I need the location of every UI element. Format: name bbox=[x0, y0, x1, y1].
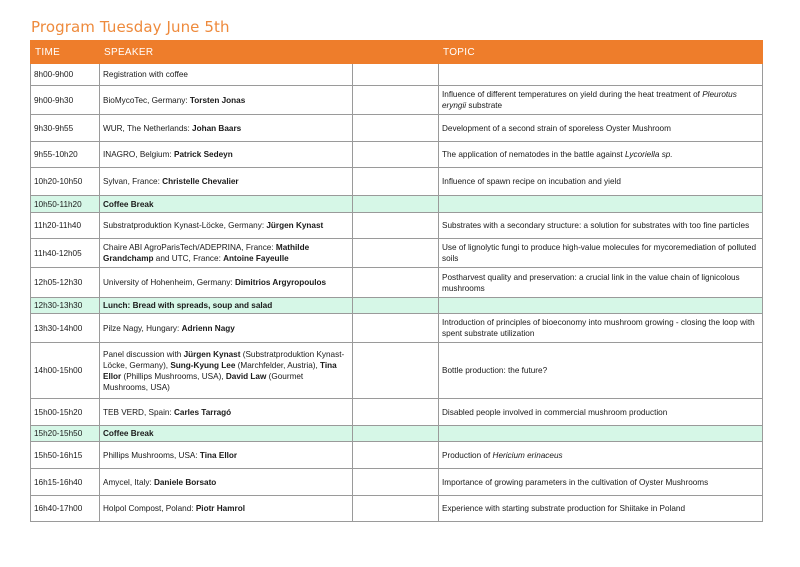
text-run: (Substratproduktion Kynast-Löcke, Germany), bbox=[103, 349, 345, 370]
topic-cell bbox=[439, 142, 763, 168]
program-body bbox=[31, 64, 763, 522]
speaker-cell bbox=[100, 343, 353, 399]
topic-cell bbox=[439, 442, 763, 469]
time-cell: 10h20-10h50 bbox=[31, 168, 100, 196]
text-run: Development of a second strain of sporeless Oyster Mushroom bbox=[442, 123, 671, 133]
speaker-name: Patrick Sedeyn bbox=[173, 150, 233, 159]
text-run: WUR, The Netherlands: bbox=[103, 123, 193, 133]
text-run: Influence of different temperatures on yield during the heat treatment of bbox=[442, 90, 703, 99]
break-row bbox=[31, 426, 763, 442]
text-run: Influence of spawn recipe on incubation and yield bbox=[442, 177, 621, 186]
text-run: Experience with starting substrate production for Shiitake in Poland bbox=[442, 504, 686, 513]
topic-cell bbox=[439, 115, 763, 142]
text-run: Importance of growing parameters in the cultivation of Oyster Mushrooms bbox=[442, 477, 709, 487]
speaker-cell bbox=[100, 268, 353, 298]
text-run: Sylvan, France: bbox=[103, 177, 163, 186]
empty-cell bbox=[353, 196, 439, 213]
time-cell: 15h00-15h20 bbox=[31, 399, 100, 426]
empty-cell bbox=[353, 142, 439, 168]
empty-cell bbox=[353, 268, 439, 298]
text-run: substrate bbox=[466, 101, 503, 110]
table-header-row bbox=[31, 41, 763, 64]
text-run: Bread with spreads, soup and salad bbox=[132, 301, 273, 310]
speaker-name: Mathilde Grandchamp bbox=[103, 243, 310, 263]
time-cell: 15h50-16h15 bbox=[31, 442, 100, 469]
topic-cell bbox=[439, 168, 763, 196]
speaker-name: Jürgen Kynast bbox=[266, 221, 324, 230]
text-run: Production of bbox=[442, 450, 493, 460]
speaker-name: Carles Tarragó bbox=[174, 407, 232, 417]
text-run: TEB VERD, Spain: bbox=[103, 407, 174, 417]
speaker-cell bbox=[100, 426, 353, 442]
text-run: Amycel, Italy: bbox=[103, 477, 154, 487]
text-run: (Marchfelder, Austria), bbox=[235, 360, 321, 370]
time-cell: 13h30-14h00 bbox=[31, 314, 100, 343]
header-gap bbox=[353, 41, 439, 64]
break-row bbox=[31, 298, 763, 314]
topic-cell bbox=[439, 343, 763, 399]
topic-cell bbox=[439, 469, 763, 496]
session-row bbox=[31, 399, 763, 426]
time-cell: 9h55-10h20 bbox=[31, 142, 100, 168]
topic-cell bbox=[439, 399, 763, 426]
text-run: Substratproduktion Kynast-Löcke, Germany: bbox=[103, 221, 267, 230]
speaker-name: Lunch: bbox=[103, 301, 133, 310]
time-cell: 9h00-9h30 bbox=[31, 86, 100, 115]
time-cell: 11h40-12h05 bbox=[31, 239, 100, 268]
session-row bbox=[31, 168, 763, 196]
session-row bbox=[31, 343, 763, 399]
header-topic: TOPIC bbox=[439, 41, 763, 64]
time-cell: 8h00-9h00 bbox=[31, 64, 100, 86]
text-run: Phillips Mushrooms, USA: bbox=[103, 450, 200, 460]
session-row bbox=[31, 213, 763, 239]
speaker-cell bbox=[100, 239, 353, 268]
text-run: Use of lignolytic fungi to produce high-value molecules for mycoremediation of polluted soils bbox=[442, 243, 757, 263]
speaker-cell bbox=[100, 298, 353, 314]
text-run: Coffee Break bbox=[103, 199, 154, 209]
italic-text: Lycoriella sp. bbox=[624, 150, 673, 159]
time-cell: 11h20-11h40 bbox=[31, 213, 100, 239]
topic-cell bbox=[439, 86, 763, 115]
speaker-name: Johan Baars bbox=[192, 123, 242, 133]
empty-cell bbox=[353, 64, 439, 86]
header-speaker: SPEAKER bbox=[100, 41, 353, 64]
topic-cell bbox=[439, 314, 763, 343]
text-run: Coffee Break bbox=[103, 429, 154, 438]
speaker-name: Sung-Kyung Lee bbox=[170, 360, 236, 370]
text-run: and UTC, France: bbox=[153, 254, 224, 263]
session-row bbox=[31, 314, 763, 343]
speaker-cell bbox=[100, 115, 353, 142]
speaker-name: Adrienn Nagy bbox=[181, 323, 235, 333]
text-run: The application of nematodes in the battle against bbox=[442, 150, 625, 159]
session-row bbox=[31, 442, 763, 469]
program-table bbox=[30, 40, 763, 522]
speaker-cell bbox=[100, 469, 353, 496]
session-row bbox=[31, 268, 763, 298]
italic-text: Hericium erinaceus bbox=[492, 450, 563, 460]
empty-cell bbox=[353, 426, 439, 442]
topic-cell bbox=[439, 298, 763, 314]
text-run: (Gourmet Mushrooms, USA) bbox=[103, 371, 304, 392]
time-cell: 15h20-15h50 bbox=[31, 426, 100, 442]
speaker-cell bbox=[100, 168, 353, 196]
text-run: Bottle production: the future? bbox=[442, 366, 548, 375]
time-cell: 12h30-13h30 bbox=[31, 298, 100, 314]
session-row bbox=[31, 469, 763, 496]
text-run: Disabled people involved in commercial mushroom production bbox=[442, 407, 668, 417]
topic-cell bbox=[439, 426, 763, 442]
text-run: Panel discussion with bbox=[103, 349, 184, 359]
time-cell: 16h40-17h00 bbox=[31, 496, 100, 522]
text-run: Postharvest quality and preservation: a crucial link in the value chain of lignicolous mushrooms bbox=[442, 272, 740, 293]
empty-cell bbox=[353, 314, 439, 343]
empty-cell bbox=[353, 213, 439, 239]
text-run: Introduction of principles of bioeconomy into mushroom growing - closing the loop with spent substrate utilization bbox=[442, 318, 755, 338]
speaker-cell bbox=[100, 496, 353, 522]
session-row bbox=[31, 115, 763, 142]
session-row bbox=[31, 142, 763, 168]
speaker-cell bbox=[100, 399, 353, 426]
empty-cell bbox=[353, 399, 439, 426]
time-cell: 16h15-16h40 bbox=[31, 469, 100, 496]
empty-cell bbox=[353, 298, 439, 314]
speaker-name: Daniele Borsato bbox=[153, 477, 217, 487]
speaker-cell bbox=[100, 442, 353, 469]
empty-cell bbox=[353, 496, 439, 522]
time-cell: 14h00-15h00 bbox=[31, 343, 100, 399]
speaker-name: Piotr Hamrol bbox=[195, 504, 245, 513]
time-cell: 12h05-12h30 bbox=[31, 268, 100, 298]
speaker-name: Christelle Chevalier bbox=[162, 177, 239, 186]
topic-cell bbox=[439, 196, 763, 213]
text-run: Registration with coffee bbox=[103, 70, 188, 79]
speaker-cell bbox=[100, 196, 353, 213]
speaker-cell bbox=[100, 64, 353, 86]
time-cell: 9h30-9h55 bbox=[31, 115, 100, 142]
speaker-cell bbox=[100, 142, 353, 168]
text-run: Chaire ABI AgroParisTech/ADEPRINA, France: bbox=[103, 243, 276, 252]
speaker-name: Torsten Jonas bbox=[189, 95, 246, 105]
text-run: Substrates with a secondary structure: a solution for substrates with too fine particles bbox=[442, 221, 750, 230]
speaker-cell bbox=[100, 86, 353, 115]
speaker-name: David Law bbox=[225, 371, 267, 381]
speaker-cell bbox=[100, 314, 353, 343]
session-row bbox=[31, 496, 763, 522]
topic-cell bbox=[439, 239, 763, 268]
session-row bbox=[31, 239, 763, 268]
speaker-name: Tina Ellor bbox=[199, 450, 238, 460]
time-cell: 10h50-11h20 bbox=[31, 196, 100, 213]
empty-cell bbox=[353, 469, 439, 496]
text-run: BioMycoTec, Germany: bbox=[103, 95, 190, 105]
break-row bbox=[31, 196, 763, 213]
empty-cell bbox=[353, 115, 439, 142]
session-row bbox=[31, 64, 763, 86]
empty-cell bbox=[353, 86, 439, 115]
text-run: INAGRO, Belgium: bbox=[103, 150, 174, 159]
speaker-name: Tina Ellor bbox=[103, 360, 337, 381]
speaker-cell bbox=[100, 213, 353, 239]
topic-cell bbox=[439, 213, 763, 239]
speaker-name: Dimitrios Argyropoulos bbox=[234, 278, 327, 287]
speaker-name: Antoine Fayeulle bbox=[223, 254, 289, 263]
page-title: Program Tuesday June 5th bbox=[31, 18, 230, 36]
topic-cell bbox=[439, 64, 763, 86]
topic-cell bbox=[439, 268, 763, 298]
speaker-name: Jürgen Kynast bbox=[183, 349, 241, 359]
empty-cell bbox=[353, 239, 439, 268]
topic-cell bbox=[439, 496, 763, 522]
text-run: University of Hohenheim, Germany: bbox=[103, 278, 235, 287]
text-run: (Phillips Mushrooms, USA), bbox=[121, 371, 226, 381]
empty-cell bbox=[353, 442, 439, 469]
text-run: Holpol Compost, Poland: bbox=[103, 504, 196, 513]
header-time: TIME bbox=[31, 41, 100, 64]
session-row bbox=[31, 86, 763, 115]
italic-text: Pleurotus eryngii bbox=[442, 90, 737, 110]
text-run: Pilze Nagy, Hungary: bbox=[103, 323, 182, 333]
empty-cell bbox=[353, 168, 439, 196]
empty-cell bbox=[353, 343, 439, 399]
